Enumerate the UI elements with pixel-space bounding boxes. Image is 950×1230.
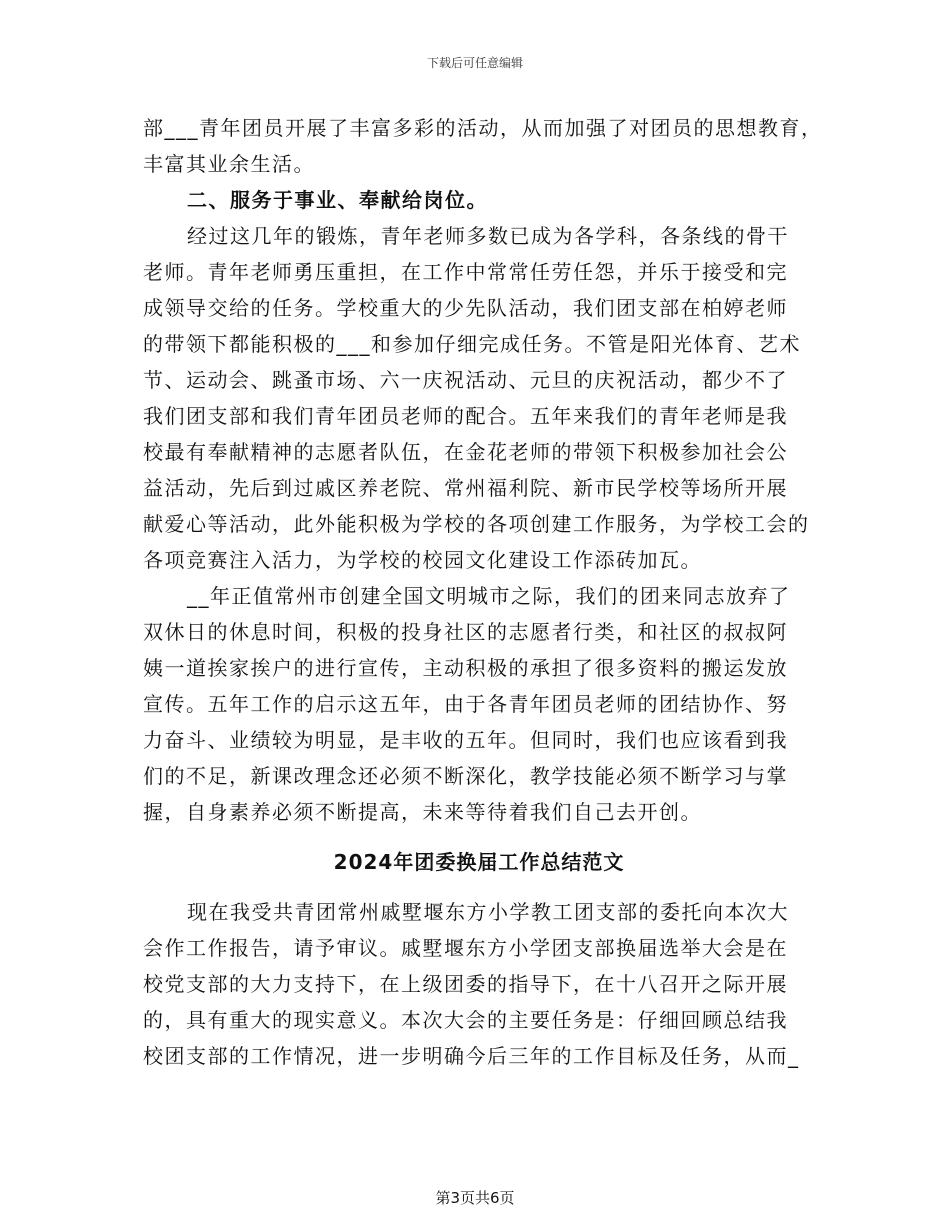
document-body xyxy=(143,110,823,1074)
page-header: 下载后可任意编辑 xyxy=(426,56,523,70)
text-line: 部___青年团员开展了丰富多彩的活动，从而加强了对团员的思想教育， xyxy=(143,116,823,140)
text-line: 丰富其业余生活。 xyxy=(143,152,315,176)
text-line: 节、运动会、跳蚤市场、六一庆祝活动、元旦的庆祝活动，都少不了 xyxy=(143,368,788,392)
text-line: 老师。青年老师勇压重担，在工作中常常任劳任怨，并乐于接受和完 xyxy=(143,260,788,284)
page-number: 第3页共6页 xyxy=(435,1189,515,1207)
text-line: 的带领下都能积极的___和参加仔细完成任务。不管是阳光体育、艺术 xyxy=(143,332,801,356)
text-line: 姨一道挨家挨户的进行宣传，主动积极的承担了很多资料的搬运发放 xyxy=(143,656,788,680)
text-line: 校团支部的工作情况，进一步明确今后三年的工作目标及任务，从而_ xyxy=(143,1044,800,1068)
text-line: 力奋斗、业绩较为明显，是丰收的五年。但同时，我们也应该看到我 xyxy=(143,728,788,752)
text-line: 益活动，先后到过戚区养老院、常州福利院、新市民学校等场所开展 xyxy=(143,476,788,500)
text-line: 校最有奉献精神的志愿者队伍，在金花老师的带领下积极参加社会公 xyxy=(143,440,788,464)
text-line: 的，具有重大的现实意义。本次大会的主要任务是：仔细回顾总结我 xyxy=(143,1008,788,1032)
text-line: 成领导交给的任务。学校重大的少先队活动，我们团支部在柏婷老师 xyxy=(143,296,788,320)
document-title: 2024年团委换届工作总结范文 xyxy=(333,850,625,874)
text-line: 握，自身素养必须不断提高，未来等待着我们自己去开创。 xyxy=(143,800,702,824)
text-line: __年正值常州市创建全国文明城市之际，我们的团来同志放弃了 xyxy=(187,584,791,608)
text-line: 宣传。五年工作的启示这五年，由于各青年团员老师的团结协作、努 xyxy=(143,692,788,716)
text-line: 经过这几年的锻炼，青年老师多数已成为各学科，各条线的骨干 xyxy=(187,224,789,248)
text-line: 会作工作报告，请予审议。戚墅堰东方小学团支部换届选举大会是在 xyxy=(143,936,788,960)
text-line: 双休日的休息时间，积极的投身社区的志愿者行类，和社区的叔叔阿 xyxy=(143,620,788,644)
text-line: 们的不足，新课改理念还必须不断深化，教学技能必须不断学习与掌 xyxy=(143,764,788,788)
text-line: 校党支部的大力支持下，在上级团委的指导下，在十八召开之际开展 xyxy=(143,972,788,996)
text-line: 献爱心等活动，此外能积极为学校的各项创建工作服务，为学校工会的 xyxy=(143,512,810,536)
text-line: 各项竞赛注入活力，为学校的校园文化建设工作添砖加瓦。 xyxy=(143,548,702,572)
text-line: 现在我受共青团常州戚墅堰东方小学教工团支部的委托向本次大 xyxy=(187,900,789,924)
text-line: 我们团支部和我们青年团员老师的配合。五年来我们的青年老师是我 xyxy=(143,404,788,428)
section-heading: 二、服务于事业、奉献给岗位。 xyxy=(187,188,488,212)
